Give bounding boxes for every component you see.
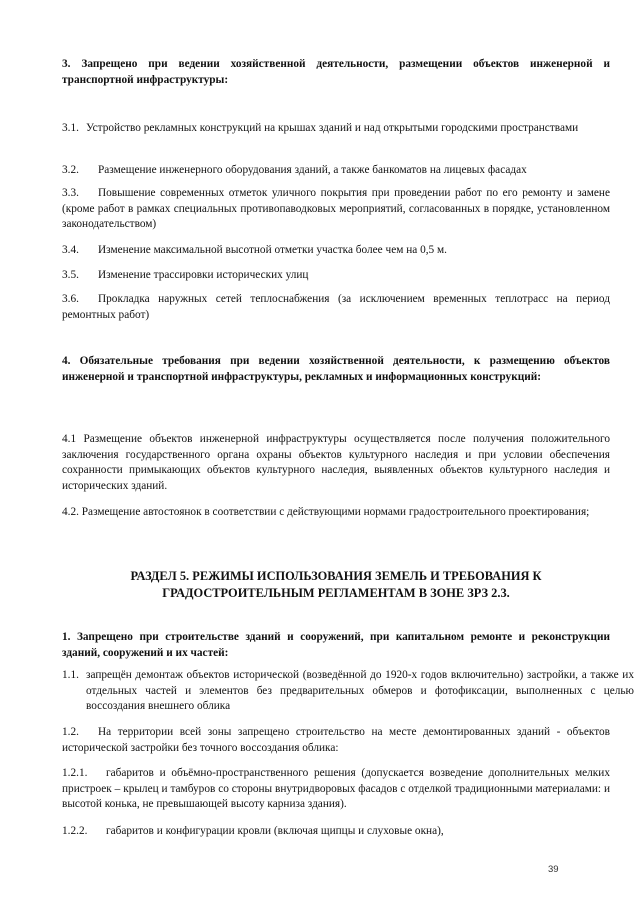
item-number: 3.1. <box>62 122 79 134</box>
item-number: 3.2. <box>62 164 79 176</box>
item-1-2-1 <box>62 766 610 813</box>
item-number: 3.4. <box>62 244 79 256</box>
item-3-2 <box>62 163 610 179</box>
razdel-title-line-2: ГРАДОСТРОИТЕЛЬНЫМ РЕГЛАМЕНТАМ В ЗОНЕ ЗРЗ 2.3. <box>162 586 510 600</box>
item-number: 1.2.2. <box>62 825 88 837</box>
item-3-3 <box>62 186 610 233</box>
item-text: Повышение современных отметок уличного покрытия при проведении работ по его ремонту и замене (кроме работ в рамках специальных противопаводковых мероприятий, согласованных в порядке, установленном законодательством) <box>62 187 610 231</box>
item-text: Прокладка наружных сетей теплоснабжения (за исключением временных теплотрасс на период ремонтных работ) <box>62 293 610 321</box>
item-number: 3.5. <box>62 269 79 281</box>
item-text: Изменение максимальной высотной отметки участка более чем на 0,5 м. <box>98 244 447 256</box>
item-1-1 <box>62 668 634 715</box>
item-4-1: 4.1 Размещение объектов инженерной инфраструктуры осуществляется после получения положительного заключения государственного органа охраны объектов культурного наследия и при условии обеспечения сохранности примыкающих объектов культурного наследия, выявленных объектов культурного наследия и исторических зданий. <box>62 433 610 492</box>
item-text: запрещён демонтаж объектов исторической (возведённой до 1920-х годов включительно) застройки, а также их отдельных частей и элементов без предварительных обмеров и фотофиксации, выполненных с целью воссоздания внешнего облика <box>86 669 634 713</box>
section-4-heading: 4. Обязательные требования при ведении хозяйственной деятельности, к размещению объектов инженерной и транспортной инфраструктуры, рекламных и информационных конструкций: <box>62 355 610 383</box>
item-text: габаритов и объёмно-пространственного решения (допускается возведение дополнительных мелких пристроек – крылец и тамбуров со стороны внутридворовых фасадов с отделкой традиционными материалами: и высотой конька, не превышающей высоту карниза здания). <box>62 767 610 811</box>
item-text: габаритов и конфигурации кровли (включая щипцы и слуховые окна), <box>106 825 444 837</box>
item-3-1 <box>62 121 634 137</box>
item-number: 3.6. <box>62 293 79 305</box>
item-number: 1.2.1. <box>62 767 88 779</box>
section-3-heading: 3. Запрещено при ведении хозяйственной деятельности, размещении объектов инженерной и транспортной инфраструктуры: <box>62 58 610 86</box>
item-1-2-2 <box>62 824 610 840</box>
item-3-6 <box>62 292 610 323</box>
razdel-title-line-1: РАЗДЕЛ 5. РЕЖИМЫ ИСПОЛЬЗОВАНИЯ ЗЕМЕЛЬ И ТРЕБОВАНИЯ К <box>130 569 542 583</box>
item-number: 1.2. <box>62 726 79 738</box>
item-text: Изменение трассировки исторических улиц <box>98 269 309 281</box>
item-number: 3.3. <box>62 187 79 199</box>
zone-section-1-heading: 1. Запрещено при строительстве зданий и сооружений, при капитальном ремонте и реконструкции зданий, сооружений и их частей: <box>62 631 610 659</box>
item-number: 1.1. <box>62 669 79 681</box>
item-text: Устройство рекламных конструкций на крышах зданий и над открытыми городскими пространствами <box>86 122 579 134</box>
item-3-4 <box>62 243 610 259</box>
item-1-2 <box>62 725 610 756</box>
page-number: 39 <box>548 864 559 875</box>
item-text: Размещение инженерного оборудования зданий, а также банкоматов на лицевых фасадах <box>98 164 527 176</box>
item-3-5 <box>62 268 610 284</box>
item-text: На территории всей зоны запрещено строительство на месте демонтированных зданий - объектов исторической застройки без точного воссоздания облика: <box>62 726 610 754</box>
item-4-2: 4.2. Размещение автостоянок в соответствии с действующими нормами градостроительного проектирования; <box>62 506 590 518</box>
